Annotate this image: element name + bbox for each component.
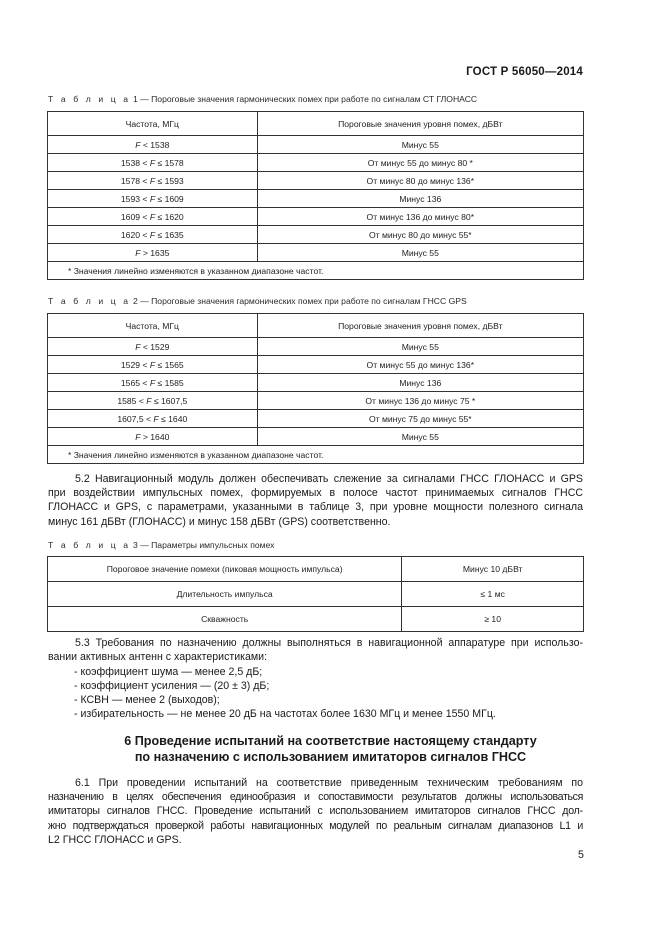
freq-cell: F < 1538: [48, 136, 258, 154]
param-cell: Длительность импульса: [48, 582, 402, 607]
freq-cell: F > 1640: [48, 428, 258, 446]
level-cell: От минус 136 до минус 80*: [257, 208, 583, 226]
list-item: - КСВН — менее 2 (выходов);: [74, 694, 220, 706]
table-row: [48, 392, 584, 410]
paragraph-line: вании активных антенн с характеристиками:: [48, 651, 268, 664]
table1-col-level: Пороговые значения уровня помех, дБВт: [257, 112, 583, 136]
level-cell: Минус 55: [257, 428, 583, 446]
level-cell: От минус 55 до минус 136*: [257, 356, 583, 374]
table-row: [48, 607, 584, 632]
table2-note: * Значения линейно изменяются в указанном диапазоне частот.: [48, 446, 584, 464]
paragraph-line: 5.2 Навигационный модуль должен обеспечивать слежение за сигналами ГНСС ГЛОНАСС и GPS: [75, 473, 583, 485]
table3: [47, 556, 584, 632]
table2-caption: [48, 296, 467, 306]
table3-caption: [48, 540, 274, 550]
freq-cell: 1593 < F ≤ 1609: [48, 190, 258, 208]
paragraph-line: минус 161 дБВт (ГЛОНАСС) и минус 158 дБВт (GPS) соответственно.: [48, 515, 391, 528]
table-row: [48, 356, 584, 374]
table1: [47, 111, 584, 280]
paragraph-line: жно подтверждаться проверкой работы навигационных модулей по реальным сигналам диапазонов L1 и: [48, 819, 583, 832]
table2-note-row: [48, 446, 584, 464]
table-row: [48, 208, 584, 226]
freq-cell: 1607,5 < F ≤ 1640: [48, 410, 258, 428]
section-6-title-line1: 6 Проведение испытаний на соответствие настоящему стандарту: [124, 734, 537, 748]
paragraph-5-2: [48, 472, 583, 529]
page-number: 5: [578, 849, 584, 861]
table2-caption-prefix: Т а б л и ц а: [48, 296, 131, 306]
level-cell: Минус 55: [257, 244, 583, 262]
level-cell: От минус 80 до минус 55*: [257, 226, 583, 244]
level-cell: От минус 136 до минус 75 *: [257, 392, 583, 410]
paragraph-line: назначению в целях обеспечения единообразия и сопоставимости результатов должны использоваться: [48, 791, 583, 804]
list-item: - коэффициент усиления — (20 ± 3) дБ;: [74, 680, 270, 692]
table-row: [48, 374, 584, 392]
table1-header-row: [48, 112, 584, 136]
level-cell: Минус 136: [257, 374, 583, 392]
table1-caption: [48, 94, 477, 104]
table-row: [48, 338, 584, 356]
level-cell: Минус 136: [257, 190, 583, 208]
list-item: - избирательность — не менее 20 дБ на частотах более 1630 МГц и менее 1550 МГц.: [74, 708, 496, 720]
table-row: [48, 226, 584, 244]
table2: [47, 313, 584, 464]
value-cell: Минус 10 дБВт: [402, 557, 584, 582]
paragraph-6-1: [48, 776, 583, 847]
param-cell: Скважность: [48, 607, 402, 632]
paragraph-line: 5.3 Требования по назначению должны выполняться в навигационной аппаратуре при использо-: [75, 637, 583, 649]
level-cell: Минус 55: [257, 338, 583, 356]
table2-col-level: Пороговые значения уровня помех, дБВт: [257, 314, 583, 338]
table1-note: * Значения линейно изменяются в указанном диапазоне частот.: [48, 262, 584, 280]
paragraph-line: L2 ГНСС ГЛОНАСС и GPS.: [48, 833, 182, 846]
freq-cell: 1529 < F ≤ 1565: [48, 356, 258, 374]
freq-cell: F < 1529: [48, 338, 258, 356]
table1-caption-text: 1 — Пороговые значения гармонических помех при работе по сигналам СТ ГЛОНАСС: [132, 94, 478, 104]
paragraph-line: имитаторы сигналов ГНСС. Проведение испытаний с использованием имитаторов сигналов ГНСС дол-: [48, 805, 583, 818]
document-id: ГОСТ Р 56050—2014: [466, 66, 583, 78]
paragraph-line: при воздействии импульсных помех, формируемых в полосе частот принимаемых сигналов ГНСС: [48, 487, 583, 500]
paragraph-5-3: [48, 636, 583, 664]
table1-col-freq: Частота, МГц: [48, 112, 258, 136]
section-6-title-line2: по назначению с использованием имитаторов сигналов ГНСС: [134, 750, 527, 764]
table-row: [48, 582, 584, 607]
freq-cell: 1620 < F ≤ 1635: [48, 226, 258, 244]
paragraph-line: 6.1 При проведении испытаний на соответствие приведенным техническим требованиям по: [75, 777, 583, 789]
value-cell: ≤ 1 мс: [402, 582, 584, 607]
freq-cell: 1565 < F ≤ 1585: [48, 374, 258, 392]
table-row: [48, 172, 584, 190]
table3-caption-text: 3 — Параметры импульсных помех: [132, 540, 275, 550]
table-row: [48, 154, 584, 172]
table3-caption-prefix: Т а б л и ц а: [48, 540, 131, 550]
level-cell: От минус 55 до минус 80 *: [257, 154, 583, 172]
table1-note-row: [48, 262, 584, 280]
level-cell: От минус 80 до минус 136*: [257, 172, 583, 190]
freq-cell: F > 1635: [48, 244, 258, 262]
table2-caption-text: 2 — Пороговые значения гармонических помех при работе по сигналам ГНСС GPS: [132, 296, 467, 306]
table1-caption-prefix: Т а б л и ц а: [48, 94, 131, 104]
freq-cell: 1538 < F ≤ 1578: [48, 154, 258, 172]
table2-header-row: [48, 314, 584, 338]
table-row: [48, 410, 584, 428]
list-item: - коэффициент шума — менее 2,5 дБ;: [74, 666, 263, 678]
table-row: [48, 136, 584, 154]
freq-cell: 1578 < F ≤ 1593: [48, 172, 258, 190]
freq-cell: 1585 < F ≤ 1607,5: [48, 392, 258, 410]
level-cell: От минус 75 до минус 55*: [257, 410, 583, 428]
param-cell: Пороговое значение помехи (пиковая мощность импульса): [48, 557, 402, 582]
table-row: [48, 557, 584, 582]
table-row: [48, 190, 584, 208]
table2-col-freq: Частота, МГц: [48, 314, 258, 338]
table-row: [48, 244, 584, 262]
value-cell: ≥ 10: [402, 607, 584, 632]
level-cell: Минус 55: [257, 136, 583, 154]
freq-cell: 1609 < F ≤ 1620: [48, 208, 258, 226]
table-row: [48, 428, 584, 446]
paragraph-line: ГЛОНАСС и GPS, с параметрами, указанными в таблице 3, при уровне мощности полезного сигнала: [48, 501, 583, 514]
